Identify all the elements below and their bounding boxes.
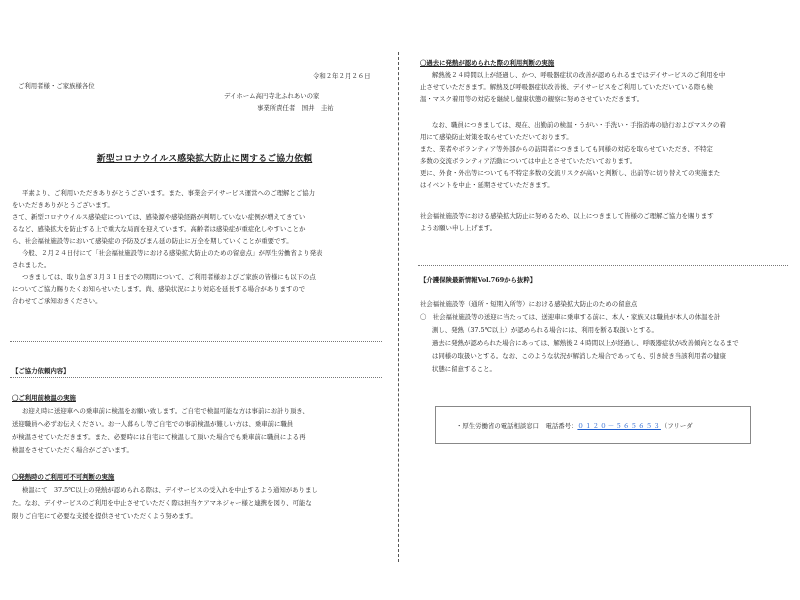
- document-title: 新型コロナウイルス感染拡大防止に関するご協力依頼: [96, 154, 313, 164]
- page-divider: [398, 52, 399, 562]
- hotline-box: [435, 406, 751, 444]
- sender-manager: 事業所責任者 国井 圭祐: [257, 104, 334, 112]
- info-title: 社会福祉施設等（通所・短期入所等）における感染拡大防止のための留意点: [420, 300, 638, 308]
- hotline-suffix: （フリーダ: [660, 422, 693, 430]
- sender-facility: デイホーム高円寺北ふれあいの家: [224, 92, 320, 100]
- hotline-label: ・厚生労働省の電話相談窓口 電話番号：: [456, 422, 578, 430]
- text-line: をいただきありがとうございます。: [12, 201, 114, 209]
- section-heading-fever-judgement: 〇発熱時のご利用可不可判断の実施: [12, 473, 115, 481]
- text-line: 検温をさせていただく場合がございます。: [12, 446, 133, 454]
- text-line: 用にて感染防止対策を取らせていただいております。: [420, 133, 573, 141]
- section-heading-pre-use-temperature: 〇ご利用前検温の実施: [12, 394, 76, 402]
- section-divider: [418, 265, 788, 266]
- text-line: なお、職員につきましては、現在、出勤前の検温・うがい・手洗い・手指消毒の励行およびマスクの着: [432, 121, 726, 129]
- text-line: はイベントを中止・延期させていただきます。: [420, 181, 554, 189]
- text-line: が検温させていただきます。また、必要時には自宅にて検温して頂いた場合でも乗車前に職員による再: [12, 433, 306, 441]
- text-line: 測し、発熱（37.5℃以上）が認められる場合には、利用を断る取扱いとする。: [432, 326, 658, 334]
- section-heading-past-fever: 〇過去に発熱が認められた際の利用判断の実施: [420, 59, 555, 67]
- text-line: についてご協力賜りたくお知らせいたします。尚、感染状況により対応を延長する場合がありますので: [12, 285, 306, 293]
- text-line: ら、社会福祉施設等において感染症の予防及びまん延の防止に万全を期していくことが重要です。: [12, 237, 293, 245]
- text-line: 平素より、ご利用いただきありがとうございます。また、事業会デイサービス運営へのご理解とご協力: [22, 189, 316, 197]
- info-header: 【介護保険最新情報Vol.769から抜粋】: [420, 276, 537, 284]
- text-line: 状態に留意すること。: [432, 365, 496, 373]
- text-line: は同様の取扱いとする。なお、このような状況が解消した場合であっても、引き続き当該利用者の健康: [432, 352, 726, 360]
- text-line: また、業者やボランティア等外部からの訪問者につきましても同様の対応を取らせていただき、不特定: [420, 145, 713, 153]
- hotline-text: [456, 421, 693, 430]
- section-divider: [10, 377, 382, 378]
- text-line: 合わせてご承知おきください。: [12, 297, 102, 305]
- hotline-phone-link[interactable]: ０１２０－５６５６５３: [577, 422, 661, 430]
- text-line: 更に、外食・外出等についても不特定多数の交流リスクが高いと判断し、出前等に切り替えての実施また: [420, 169, 721, 177]
- text-line: 止させていただきます。解熱及び呼吸器症状改善後、デイサービスをご利用していただいている際も検: [420, 83, 714, 91]
- text-line: 〇 社会福祉施設等の送迎に当たっては、送迎車に乗車する前に、本人・家族又は職員が本人の体温を計: [420, 313, 721, 321]
- text-line: さて、新型コロナウイルス感染症については、感染源や感染経路が判明していない症例が増えてきてい: [12, 213, 306, 221]
- addressee: ご利用者様・ご家族様各位: [18, 82, 95, 90]
- text-line: 送迎職員へ必ずお伝えください。お一人暮らし等ご自宅での事前検温が難しい方は、乗車前に職員: [12, 420, 294, 428]
- text-line: るなど、感染拡大を防止する上で重大な局面を迎えています。高齢者は感染症が重症化しやすいことか: [12, 225, 306, 233]
- text-line: 過去に発熱が認められた場合にあっては、解熱後２４時間以上が経過し、呼吸器症状が改善傾向となるまで: [432, 339, 739, 347]
- section-divider: [10, 341, 382, 342]
- text-line: ようお願い申し上げます。: [420, 224, 497, 232]
- text-line: 今般、２月２４日付にて「社会福祉施設等における感染拡大防止のための留意点」が厚生労働省より発表: [22, 249, 323, 257]
- text-line: 温・マスク着用等の対応を継続し健康状態の観察に努めさせていただきます。: [420, 95, 644, 103]
- text-line: 多数の交流ボランティア活動については中止とさせていただいております。: [420, 157, 637, 165]
- text-line: 社会福祉施設等における感染拡大防止に努めるため、以上につきまして皆様のご理解ご協力を賜ります: [420, 212, 714, 220]
- text-line: お迎え時に送迎車への乗車前に検温をお願い致します。ご自宅で検温可能な方は事前にお計り頂き、: [22, 407, 309, 415]
- text-line: されました。: [12, 261, 51, 269]
- text-line: つきましては、取り急ぎ３月３１日までの期間について、ご利用者様およびご家族の皆様にも以下の点: [22, 273, 316, 281]
- text-line: た。なお、デイサービスのご利用を中止させていただく際は担当ケアマネジャー様と連携を図り、可能な: [12, 499, 312, 507]
- text-line: 検温にて 37.5℃以上の発熱が認められる際は、デイサービスの受入れを中止するよう通知がありまし: [22, 486, 318, 494]
- text-line: 限りご自宅にて必要な支援を提供させていただくよう努めます。: [12, 512, 197, 520]
- document-date: 令和２年２月２６日: [313, 72, 371, 80]
- text-line: 解熱後２４時間以上が経過し、かつ、呼吸器症状の改善が認められるまではデイサービスのご利用を中: [432, 71, 726, 79]
- request-header: 【ご協力依頼内容】: [12, 367, 70, 375]
